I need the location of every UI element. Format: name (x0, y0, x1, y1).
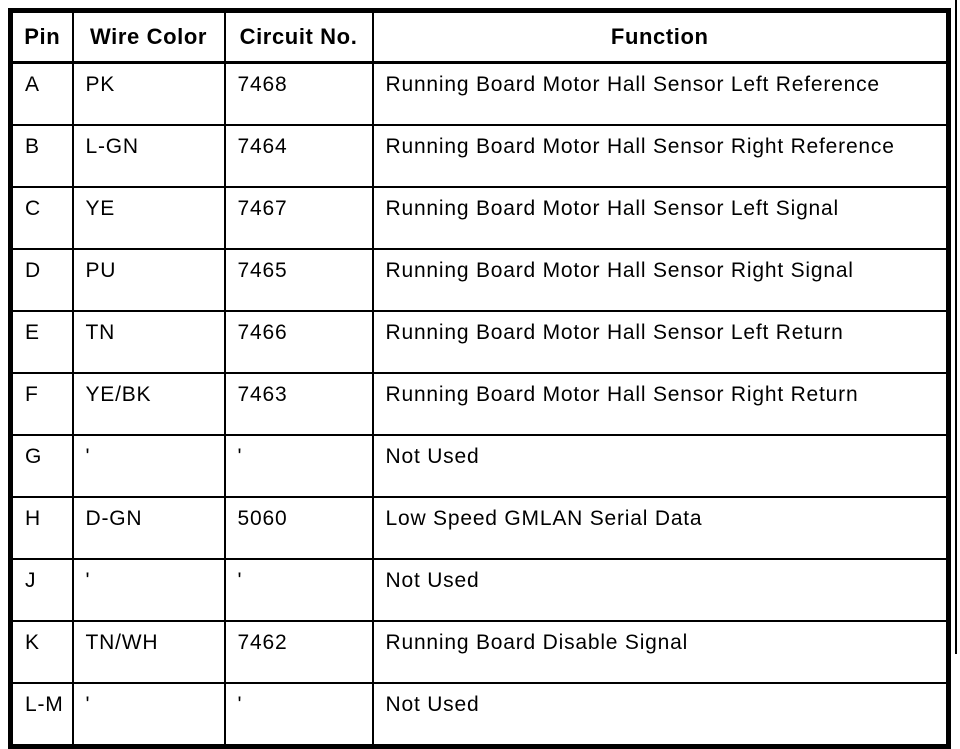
cell-pin: C (11, 187, 73, 249)
pinout-table (8, 8, 951, 749)
cell-circuit_no: 7463 (225, 373, 373, 435)
cell-pin: E (11, 311, 73, 373)
cell-function: Not Used (373, 683, 949, 747)
cell-circuit_no: 7466 (225, 311, 373, 373)
table-row (11, 435, 949, 497)
cell-circuit_no: 7467 (225, 187, 373, 249)
table-row (11, 559, 949, 621)
column-header-pin: Pin (11, 11, 73, 63)
cell-wire_color: ' (73, 683, 225, 747)
cell-pin: L-M (11, 683, 73, 747)
table-row (11, 63, 949, 126)
table-row (11, 683, 949, 747)
table-row (11, 621, 949, 683)
cell-circuit_no: 7465 (225, 249, 373, 311)
cell-pin: H (11, 497, 73, 559)
cell-pin: F (11, 373, 73, 435)
cell-function: Low Speed GMLAN Serial Data (373, 497, 949, 559)
cell-wire_color: ' (73, 435, 225, 497)
cell-circuit_no: 7468 (225, 63, 373, 126)
cell-wire_color: PK (73, 63, 225, 126)
column-header-function: Function (373, 11, 949, 63)
cell-wire_color: ' (73, 559, 225, 621)
cell-wire_color: L-GN (73, 125, 225, 187)
cell-function: Running Board Motor Hall Sensor Left Return (373, 311, 949, 373)
cell-function: Running Board Motor Hall Sensor Right Signal (373, 249, 949, 311)
cell-circuit_no: 5060 (225, 497, 373, 559)
cell-circuit_no: ' (225, 683, 373, 747)
cell-pin: B (11, 125, 73, 187)
page-edge-line (955, 0, 957, 654)
cell-function: Running Board Motor Hall Sensor Right Return (373, 373, 949, 435)
cell-circuit_no: ' (225, 559, 373, 621)
table-row (11, 249, 949, 311)
header-row (11, 11, 949, 63)
cell-circuit_no: ' (225, 435, 373, 497)
table-row (11, 373, 949, 435)
table-row (11, 187, 949, 249)
cell-wire_color: YE/BK (73, 373, 225, 435)
cell-pin: G (11, 435, 73, 497)
cell-pin: A (11, 63, 73, 126)
cell-pin: D (11, 249, 73, 311)
table-row (11, 311, 949, 373)
table-row (11, 497, 949, 559)
cell-circuit_no: 7462 (225, 621, 373, 683)
table-header (11, 11, 949, 63)
table-row (11, 125, 949, 187)
cell-function: Running Board Motor Hall Sensor Right Reference (373, 125, 949, 187)
cell-wire_color: D-GN (73, 497, 225, 559)
cell-function: Running Board Disable Signal (373, 621, 949, 683)
cell-circuit_no: 7464 (225, 125, 373, 187)
cell-wire_color: TN/WH (73, 621, 225, 683)
cell-pin: K (11, 621, 73, 683)
column-header-circuit: Circuit No. (225, 11, 373, 63)
cell-function: Not Used (373, 559, 949, 621)
cell-wire_color: TN (73, 311, 225, 373)
table-body (11, 63, 949, 747)
cell-function: Running Board Motor Hall Sensor Left Reference (373, 63, 949, 126)
cell-function: Running Board Motor Hall Sensor Left Signal (373, 187, 949, 249)
cell-wire_color: PU (73, 249, 225, 311)
cell-wire_color: YE (73, 187, 225, 249)
column-header-wire: Wire Color (73, 11, 225, 63)
cell-function: Not Used (373, 435, 949, 497)
cell-pin: J (11, 559, 73, 621)
